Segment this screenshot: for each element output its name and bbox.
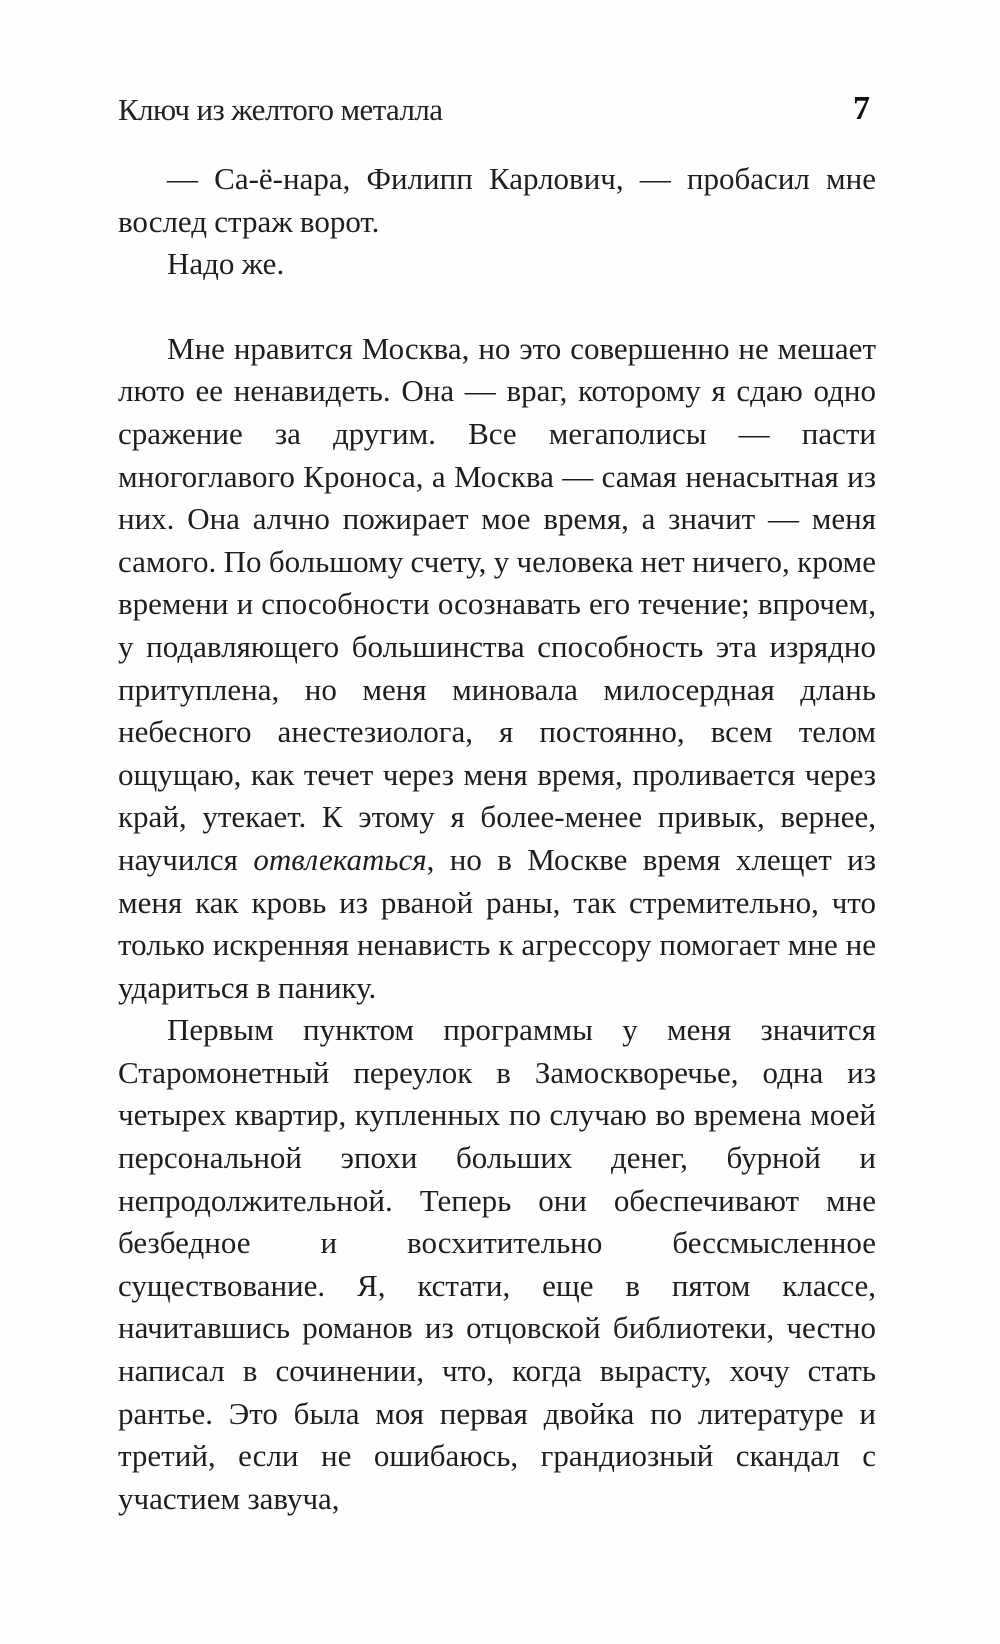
paragraph-text: , но в Москве время хлещет из меня как кровь из рваной раны, так стремительно, что только искренняя ненависть к агрессору помогает мне не удариться в панику. [118,841,876,1005]
paragraph-remark: Надо же. [167,246,285,282]
running-header [118,92,870,132]
page-number: 7 [853,90,870,127]
running-title: Ключ из желтого металла [118,92,443,127]
emphasized-word: отвлекаться [253,841,427,877]
paragraph-dialogue: — Са-ё-нара, Филипп Карлович, — пробасил мне вослед страж ворот. [118,161,876,239]
paragraph-program: Первым пунктом программы у меня значится Старомонетный переулок в Замоскворечье, одна из четырех квартир, купленных по случаю во времена моей персональной эпохи больших денег, бурной и непродолжительной. Теперь они обеспечивают мне безбедное и восхитительно бессмысленное существование. Я, кстати, еще в пятом классе, начитавшись романов из отцовской библиотеки, честно написал в сочинении, что, когда вырасту, хочу стать рантье. Это была моя первая двойка по литературе и третий, если не ошибаюсь, грандиозный скандал с участием завуча, [118,1012,876,1516]
paragraph-text: Мне нравится Москва, но это совершенно не мешает люто ее ненавидеть. Она — враг, которому я сдаю одно сражение за другим. Все мегаполисы — пасти многоглавого Кроноса, а Москва — самая ненасытная из них. Она алчно пожирает мое время, а значит — меня самого. По большому счету, у человека нет ничего, кроме времени и способности осознавать его течение; впрочем, у подавляющего большинства способность эта изрядно притуплена, но меня миновала милосердная длань небесного анестезиолога, я постоянно, всем телом ощущаю, как течет через меня время, проливается через край, утекает. К этому я более-менее привык, вернее, научился [118,330,876,877]
paragraph-moscow [118,328,876,1010]
body-text [118,158,876,1520]
